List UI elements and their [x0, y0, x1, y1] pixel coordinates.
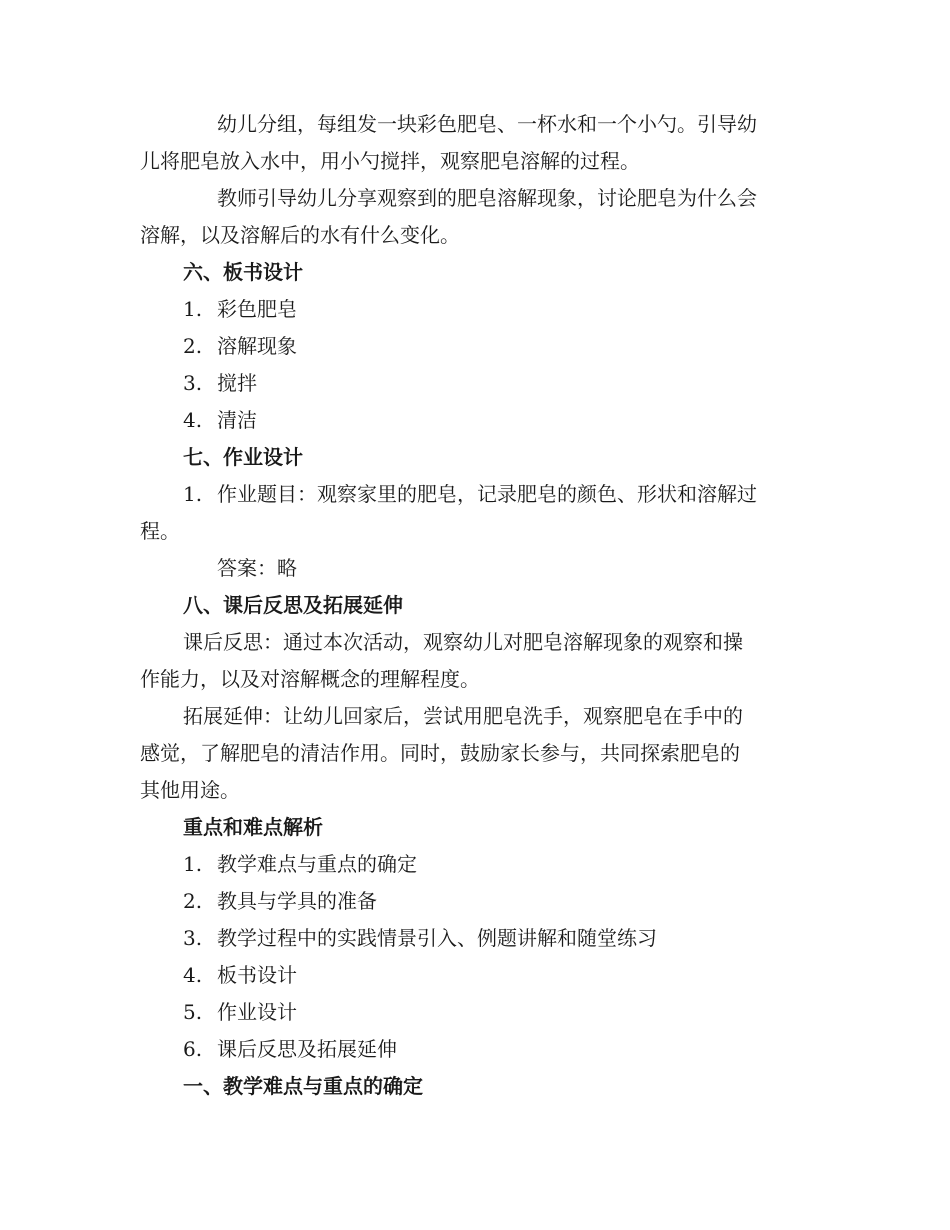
list-item	[140, 846, 804, 883]
paragraph-line: 其他用途。	[140, 778, 240, 802]
paragraph-line: 感觉，了解肥皂的清洁作用。同时，鼓励家长参与，共同探索肥皂的	[140, 741, 740, 765]
list-number: 3.	[183, 926, 203, 950]
list-item	[140, 476, 804, 513]
list-item-text: 教学过程中的实践情景引入、例题讲解和随堂练习	[217, 926, 657, 950]
paragraph-line: 拓展延伸：让幼儿回家后，尝试用肥皂洗手，观察肥皂在手中的	[183, 704, 743, 728]
list-item-text: 作业题目：观察家里的肥皂，记录肥皂的颜色、形状和溶解过	[217, 482, 757, 506]
paragraph-line: 课后反思：通过本次活动，观察幼儿对肥皂溶解现象的观察和操	[183, 630, 743, 654]
list-item	[140, 920, 804, 957]
list-item-text: 课后反思及拓展延伸	[217, 1037, 397, 1061]
list-number: 2.	[183, 889, 203, 913]
list-item-text: 教具与学具的准备	[217, 889, 377, 913]
list-number: 6.	[183, 1037, 203, 1061]
list-item	[140, 957, 804, 994]
list-number: 4.	[183, 963, 203, 987]
list-item	[140, 883, 804, 920]
paragraph-line: 作能力，以及对溶解概念的理解程度。	[140, 667, 480, 691]
list-item-text: 板书设计	[217, 963, 297, 987]
paragraph-line: 溶解，以及溶解后的水有什么变化。	[140, 223, 460, 247]
list-number: 1.	[183, 297, 203, 321]
list-item	[140, 291, 804, 328]
document-body	[140, 106, 804, 1105]
paragraph-line: 幼儿分组，每组发一块彩色肥皂、一杯水和一个小勺。引导幼	[217, 112, 757, 136]
list-item	[140, 328, 804, 365]
list-item	[140, 365, 804, 402]
list-number: 5.	[183, 1000, 203, 1024]
list-item-text: 教学难点与重点的确定	[217, 852, 417, 876]
list-item-text: 溶解现象	[217, 334, 297, 358]
list-item-text: 清洁	[217, 408, 257, 432]
section-heading: 一、教学难点与重点的确定	[183, 1074, 423, 1098]
paragraph-line: 儿将肥皂放入水中，用小勺搅拌，观察肥皂溶解的过程。	[140, 149, 640, 173]
list-number: 2.	[183, 334, 203, 358]
answer-line: 答案：略	[217, 556, 297, 580]
paragraph-line: 程。	[140, 519, 180, 543]
list-item-text: 作业设计	[217, 1000, 297, 1024]
list-item-text: 彩色肥皂	[217, 297, 297, 321]
section-heading: 六、板书设计	[183, 260, 303, 284]
paragraph-line: 教师引导幼儿分享观察到的肥皂溶解现象，讨论肥皂为什么会	[217, 186, 757, 210]
list-item	[140, 1031, 804, 1068]
list-item-text: 搅拌	[217, 371, 257, 395]
list-number: 3.	[183, 371, 203, 395]
list-item	[140, 402, 804, 439]
section-heading: 八、课后反思及拓展延伸	[183, 593, 403, 617]
list-number: 1.	[183, 852, 203, 876]
list-number: 1.	[183, 482, 203, 506]
list-number: 4.	[183, 408, 203, 432]
section-heading: 重点和难点解析	[183, 815, 323, 839]
list-item	[140, 994, 804, 1031]
section-heading: 七、作业设计	[183, 445, 303, 469]
